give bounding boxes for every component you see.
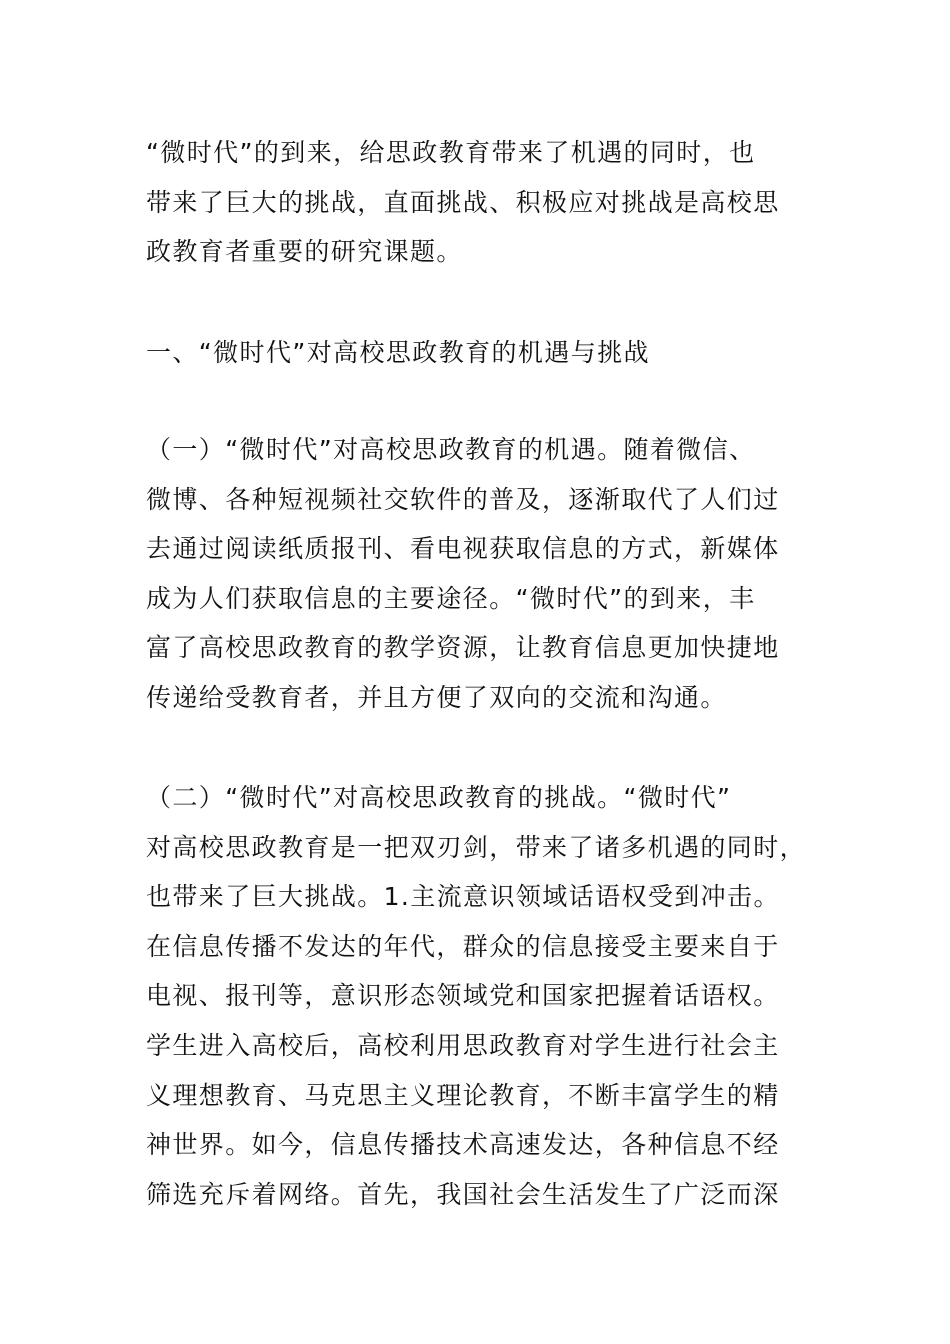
text-line: 义理想教育、马克思主义理论教育，不断丰富学生的精 (146, 1080, 780, 1110)
challenge-paragraph (146, 773, 816, 1219)
heading-line: 一、“微时代”对高校思政教育的机遇与挑战 (146, 338, 650, 367)
text-line: 带来了巨大的挑战，直面挑战、积极应对挑战是高校思 (146, 187, 780, 217)
text-line: 电视、报刊等，意识形态领域党和国家把握着话语权。 (146, 981, 780, 1011)
text-line: 政教育者重要的研究课题。 (146, 237, 463, 267)
text-line: 去通过阅读纸质报刊、看电视获取信息的方式，新媒体 (146, 534, 780, 564)
text-line: 富了高校思政教育的教学资源，让教育信息更加快捷地 (146, 633, 780, 663)
text-line: “微时代”的到来，给思政教育带来了机遇的同时，也 (146, 138, 756, 167)
text-line: 筛选充斥着网络。首先，我国社会生活发生了广泛而深 (146, 1179, 780, 1209)
text-line: 学生进入高校后，高校利用思政教育对学生进行社会主 (146, 1030, 780, 1060)
text-line: 也带来了巨大挑战。1.主流意识领域话语权受到冲击。 (146, 882, 780, 912)
text-line: 对高校思政教育是一把双刃剑，带来了诸多机遇的同时， (146, 832, 807, 862)
text-line: （二）“微时代”对高校思政教育的挑战。“微时代” (146, 783, 732, 812)
text-line: 传递给受教育者，并且方便了双向的交流和沟通。 (146, 682, 727, 712)
text-line: （一）“微时代”对高校思政教育的机遇。随着微信、 (146, 435, 756, 464)
intro-paragraph (146, 128, 816, 277)
text-line: 神世界。如今，信息传播技术高速发达，各种信息不经 (146, 1130, 780, 1160)
section-heading (146, 328, 816, 378)
opportunity-paragraph (146, 425, 816, 723)
text-line: 成为人们获取信息的主要途径。“微时代”的到来，丰 (146, 583, 756, 613)
text-line: 微博、各种短视频社交软件的普及，逐渐取代了人们过 (146, 484, 780, 514)
text-line: 在信息传播不发达的年代，群众的信息接受主要来自于 (146, 931, 780, 961)
